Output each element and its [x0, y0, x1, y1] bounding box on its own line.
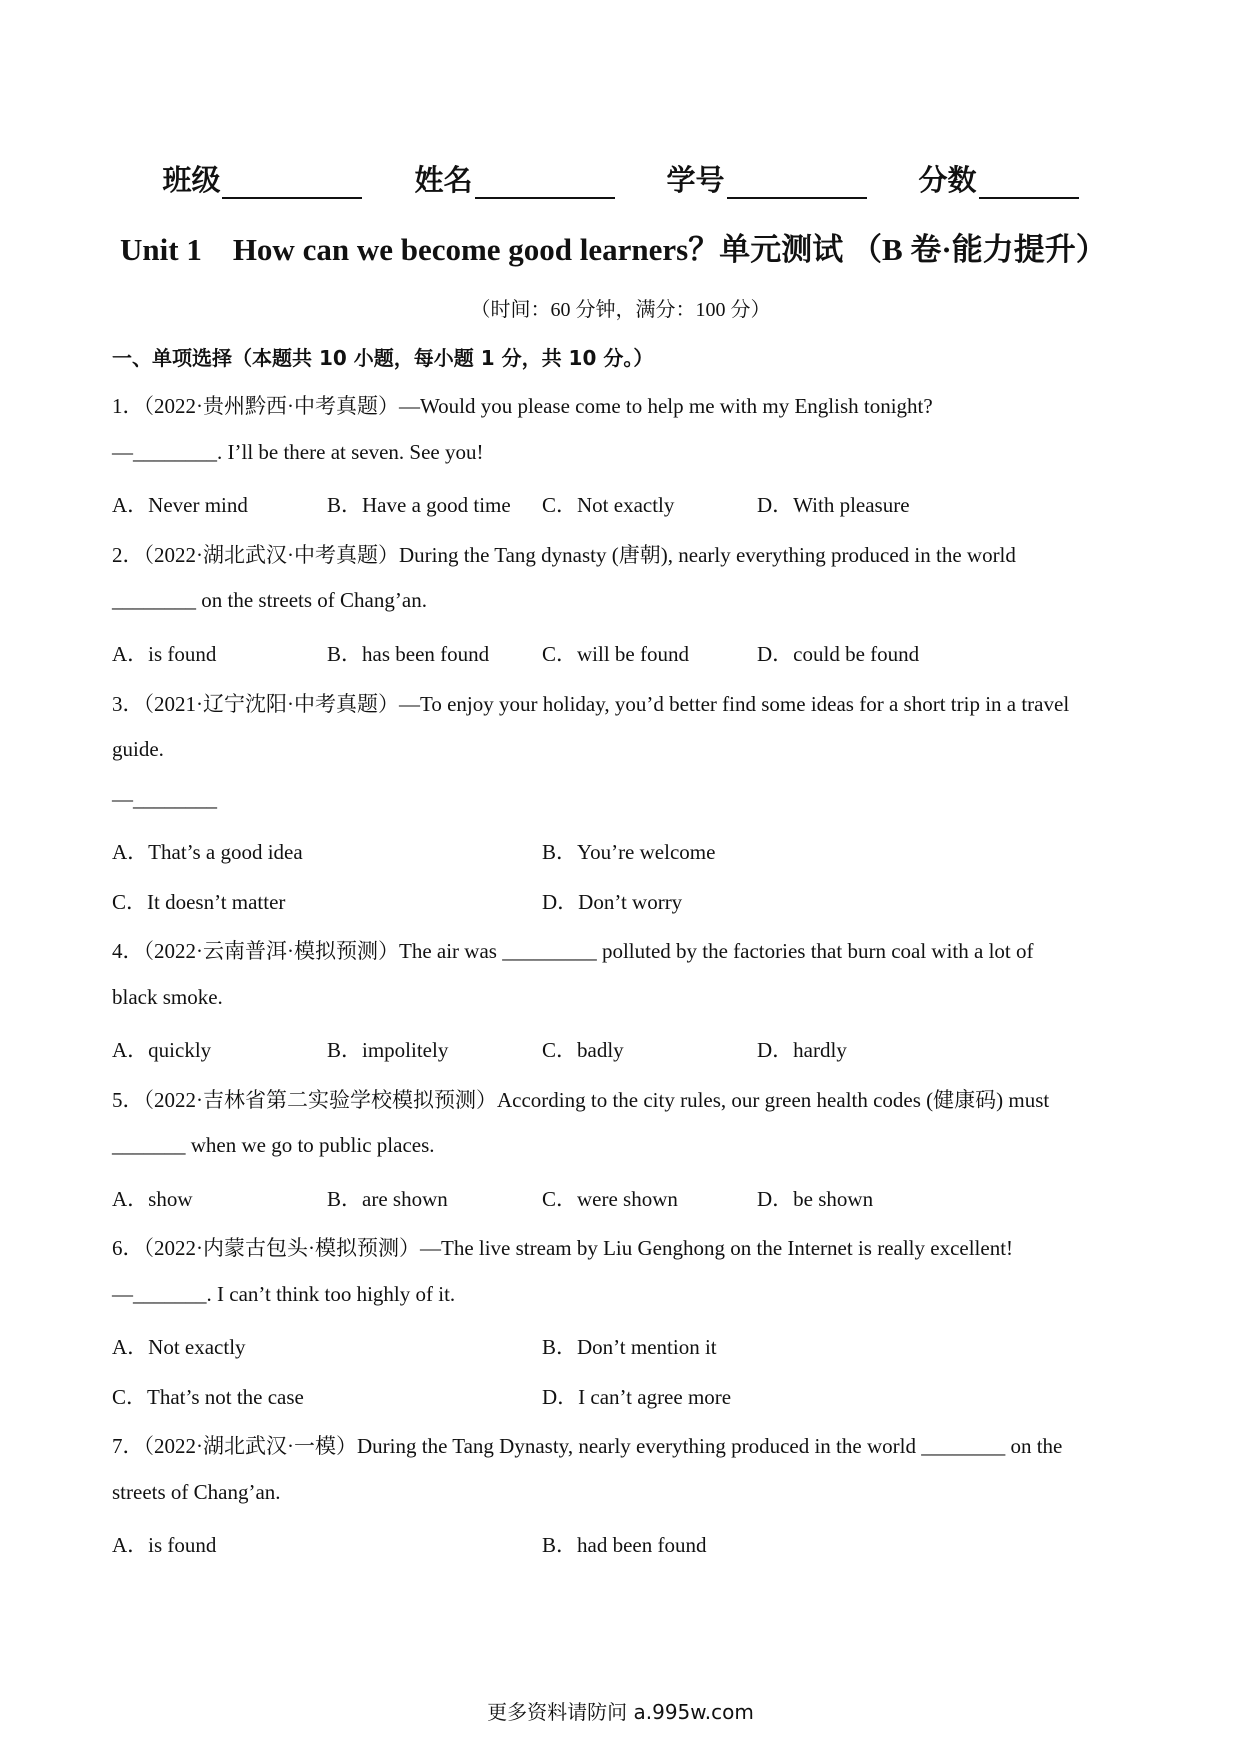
student-id-blank[interactable]	[727, 165, 867, 199]
question-6-answer-line: —_______. I can’t think too highly of it.	[112, 1282, 456, 1306]
option-b[interactable]: B．Don’t mention it	[542, 1335, 717, 1359]
class-label: 班级	[162, 165, 221, 197]
option-c[interactable]: C．will be found	[542, 642, 689, 666]
option-a[interactable]: A．show	[112, 1187, 193, 1211]
question-1-stem: 1．（2022·贵州黔西·中考真题）—Would you please come to help me with my English tonight?	[112, 394, 933, 418]
question-4-stem: 4．（2022·云南普洱·模拟预测）The air was _________ polluted by the factories that burn coal with a lot of	[112, 939, 1034, 963]
class-blank[interactable]	[222, 165, 362, 199]
question-3-answer-line: —________	[112, 787, 217, 811]
option-b[interactable]: B．has been found	[327, 642, 490, 666]
student-info-row	[0, 158, 1241, 199]
option-d[interactable]: D．With pleasure	[757, 493, 910, 517]
option-b[interactable]: B．impolitely	[327, 1038, 449, 1062]
option-d[interactable]: D．could be found	[757, 642, 920, 666]
question-3-stem: 3．（2021·辽宁沈阳·中考真题）—To enjoy your holiday, you’d better find some ideas for a short trip in a travel	[112, 692, 1070, 716]
question-7-stem: 7．（2022·湖北武汉·一模）During the Tang Dynasty, nearly everything produced in the world ________ on the	[112, 1434, 1063, 1458]
option-b[interactable]: B．Have a good time	[327, 493, 511, 517]
option-a[interactable]: A．is found	[112, 1533, 217, 1557]
option-c[interactable]: C．It doesn’t matter	[112, 890, 286, 914]
student-id-label: 学号	[666, 165, 725, 197]
option-d[interactable]: D．Don’t worry	[542, 890, 683, 914]
score-label: 分数	[918, 165, 977, 197]
question-2-stem-cont: ________ on the streets of Chang’an.	[112, 588, 427, 612]
score-field[interactable]	[919, 158, 1079, 199]
option-a[interactable]: A．Never mind	[112, 493, 248, 517]
option-d[interactable]: D．I can’t agree more	[542, 1385, 732, 1409]
score-blank[interactable]	[979, 165, 1079, 199]
option-c[interactable]: C．Not exactly	[542, 493, 675, 517]
footer-link[interactable]: 更多资料请防问 a.995w.com	[487, 1700, 754, 1724]
exam-time-score: （时间：60 分钟，满分：100 分）	[470, 299, 771, 321]
name-blank[interactable]	[475, 165, 615, 199]
question-1-answer-line: —________. I’ll be there at seven. See you!	[112, 440, 484, 464]
question-4-stem-cont: black smoke.	[112, 985, 223, 1009]
name-field[interactable]	[414, 158, 614, 199]
option-a[interactable]: A．quickly	[112, 1038, 212, 1062]
name-label: 姓名	[414, 165, 473, 197]
option-c[interactable]: C．badly	[542, 1038, 624, 1062]
question-2-stem: 2．（2022·湖北武汉·中考真题）During the Tang dynasty (唐朝), nearly everything produced in the world	[112, 543, 1016, 567]
option-c[interactable]: C．were shown	[542, 1187, 678, 1211]
student-id-field[interactable]	[667, 158, 867, 199]
option-d[interactable]: D．be shown	[757, 1187, 874, 1211]
section-heading: 一、单项选择（本题共 10 小题，每小题 1 分，共 10 分。）	[112, 346, 654, 370]
option-a[interactable]: A．That’s a good idea	[112, 840, 303, 864]
question-5-stem: 5．（2022·吉林省第二实验学校模拟预测）According to the city rules, our green health codes (健康码) must	[112, 1088, 1050, 1112]
option-c[interactable]: C．That’s not the case	[112, 1385, 304, 1409]
option-b[interactable]: B．had been found	[542, 1533, 707, 1557]
option-a[interactable]: A．is found	[112, 642, 217, 666]
option-b[interactable]: B．are shown	[327, 1187, 448, 1211]
question-3-stem-cont: guide.	[112, 737, 164, 761]
question-6-stem: 6．（2022·内蒙古包头·模拟预测）—The live stream by Liu Genghong on the Internet is really excellent!	[112, 1236, 1014, 1260]
question-7-stem-cont: streets of Chang’an.	[112, 1480, 281, 1504]
option-b[interactable]: B．You’re welcome	[542, 840, 716, 864]
option-d[interactable]: D．hardly	[757, 1038, 847, 1062]
page-title: Unit 1 How can we become good learners？单元测试 （B 卷·能力提升）	[120, 232, 1107, 267]
option-a[interactable]: A．Not exactly	[112, 1335, 246, 1359]
question-5-stem-cont: _______ when we go to public places.	[112, 1133, 435, 1157]
class-field[interactable]	[162, 158, 362, 199]
